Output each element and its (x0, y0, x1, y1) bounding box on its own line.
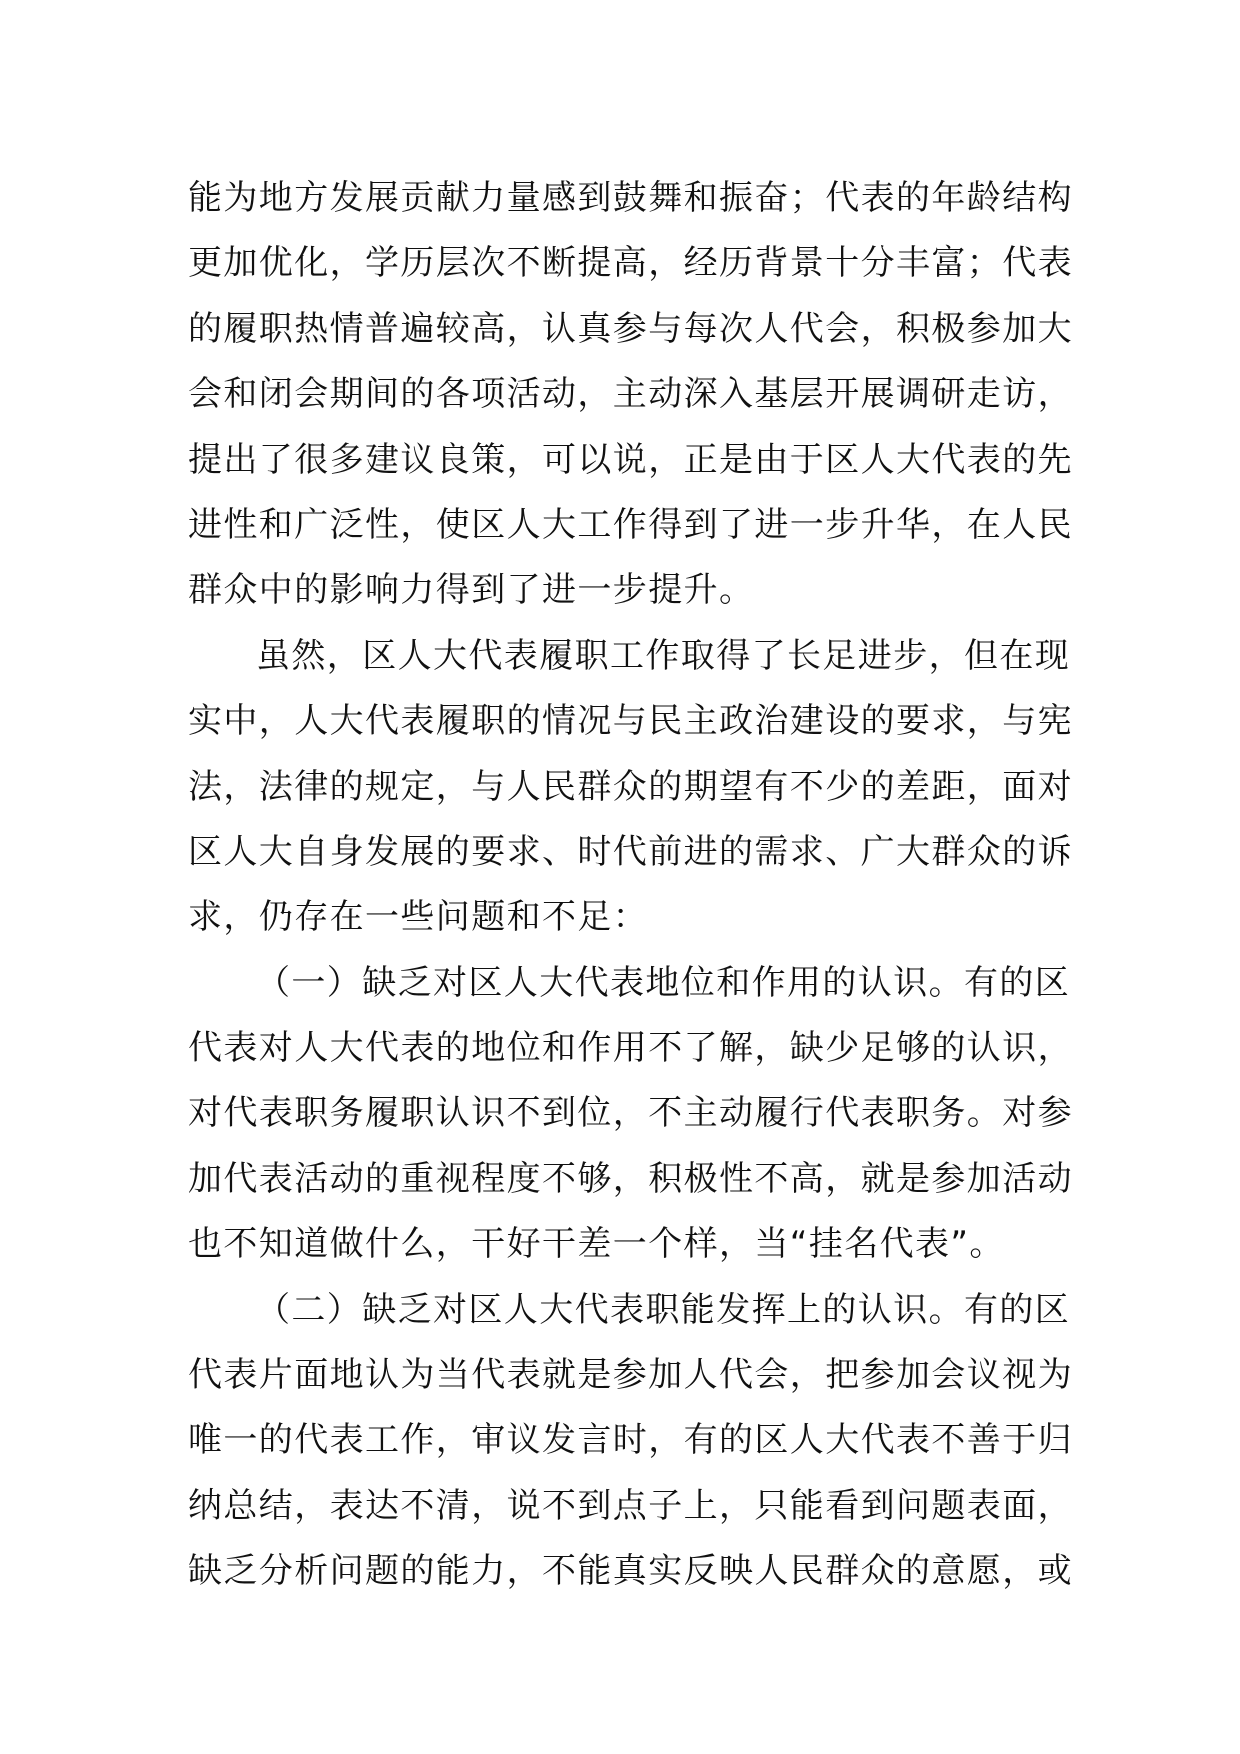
text-line: 群众中的影响力得到了进一步提升。 (188, 570, 755, 611)
text-line: 进性和广泛性，使区人大工作得到了进一步升华，在人民 (188, 504, 1073, 545)
text-line: 缺乏分析问题的能力，不能真实反映人民群众的意愿，或 (188, 1551, 1073, 1592)
section-heading-line: （二）缺乏对区人大代表职能发挥上的认识。有的区 (256, 1289, 1071, 1330)
document-body (188, 166, 1073, 1605)
text-line: 区人大自身发展的要求、时代前进的需求、广大群众的诉 (188, 831, 1073, 872)
text-line: 也不知道做什么，干好干差一个样，当“挂名代表”。 (188, 1224, 1005, 1265)
text-line: 的履职热情普遍较高，认真参与每次人代会，积极参加大 (188, 308, 1073, 349)
text-line: 实中，人大代表履职的情况与民主政治建设的要求，与宪 (188, 701, 1073, 742)
text-line: 代表对人大代表的地位和作用不了解，缺少足够的认识， (188, 1028, 1073, 1069)
text-line: 提出了很多建议良策，可以说，正是由于区人大代表的先 (188, 439, 1073, 480)
text-line: 法，法律的规定，与人民群众的期望有不少的差距，面对 (188, 766, 1073, 807)
text-line: 对代表职务履职认识不到位，不主动履行代表职务。对参 (188, 1093, 1073, 1134)
text-line: 更加优化，学历层次不断提高，经历背景十分丰富；代表 (188, 243, 1073, 284)
text-line: 加代表活动的重视程度不够，积极性不高，就是参加活动 (188, 1158, 1073, 1199)
text-line: 代表片面地认为当代表就是参加人代会，把参加会议视为 (188, 1355, 1073, 1396)
text-line: 会和闭会期间的各项活动，主动深入基层开展调研走访， (188, 374, 1073, 415)
text-line: 求，仍存在一些问题和不足： (188, 897, 649, 938)
paragraph-start-line: 虽然，区人大代表履职工作取得了长足进步，但在现 (256, 635, 1071, 676)
section-heading-line: （一）缺乏对区人大代表地位和作用的认识。有的区 (256, 962, 1071, 1003)
text-line: 纳总结，表达不清，说不到点子上，只能看到问题表面， (188, 1485, 1073, 1526)
text-line: 唯一的代表工作，审议发言时，有的区人大代表不善于归 (188, 1420, 1073, 1461)
text-line: 能为地方发展贡献力量感到鼓舞和振奋；代表的年龄结构 (188, 178, 1073, 218)
